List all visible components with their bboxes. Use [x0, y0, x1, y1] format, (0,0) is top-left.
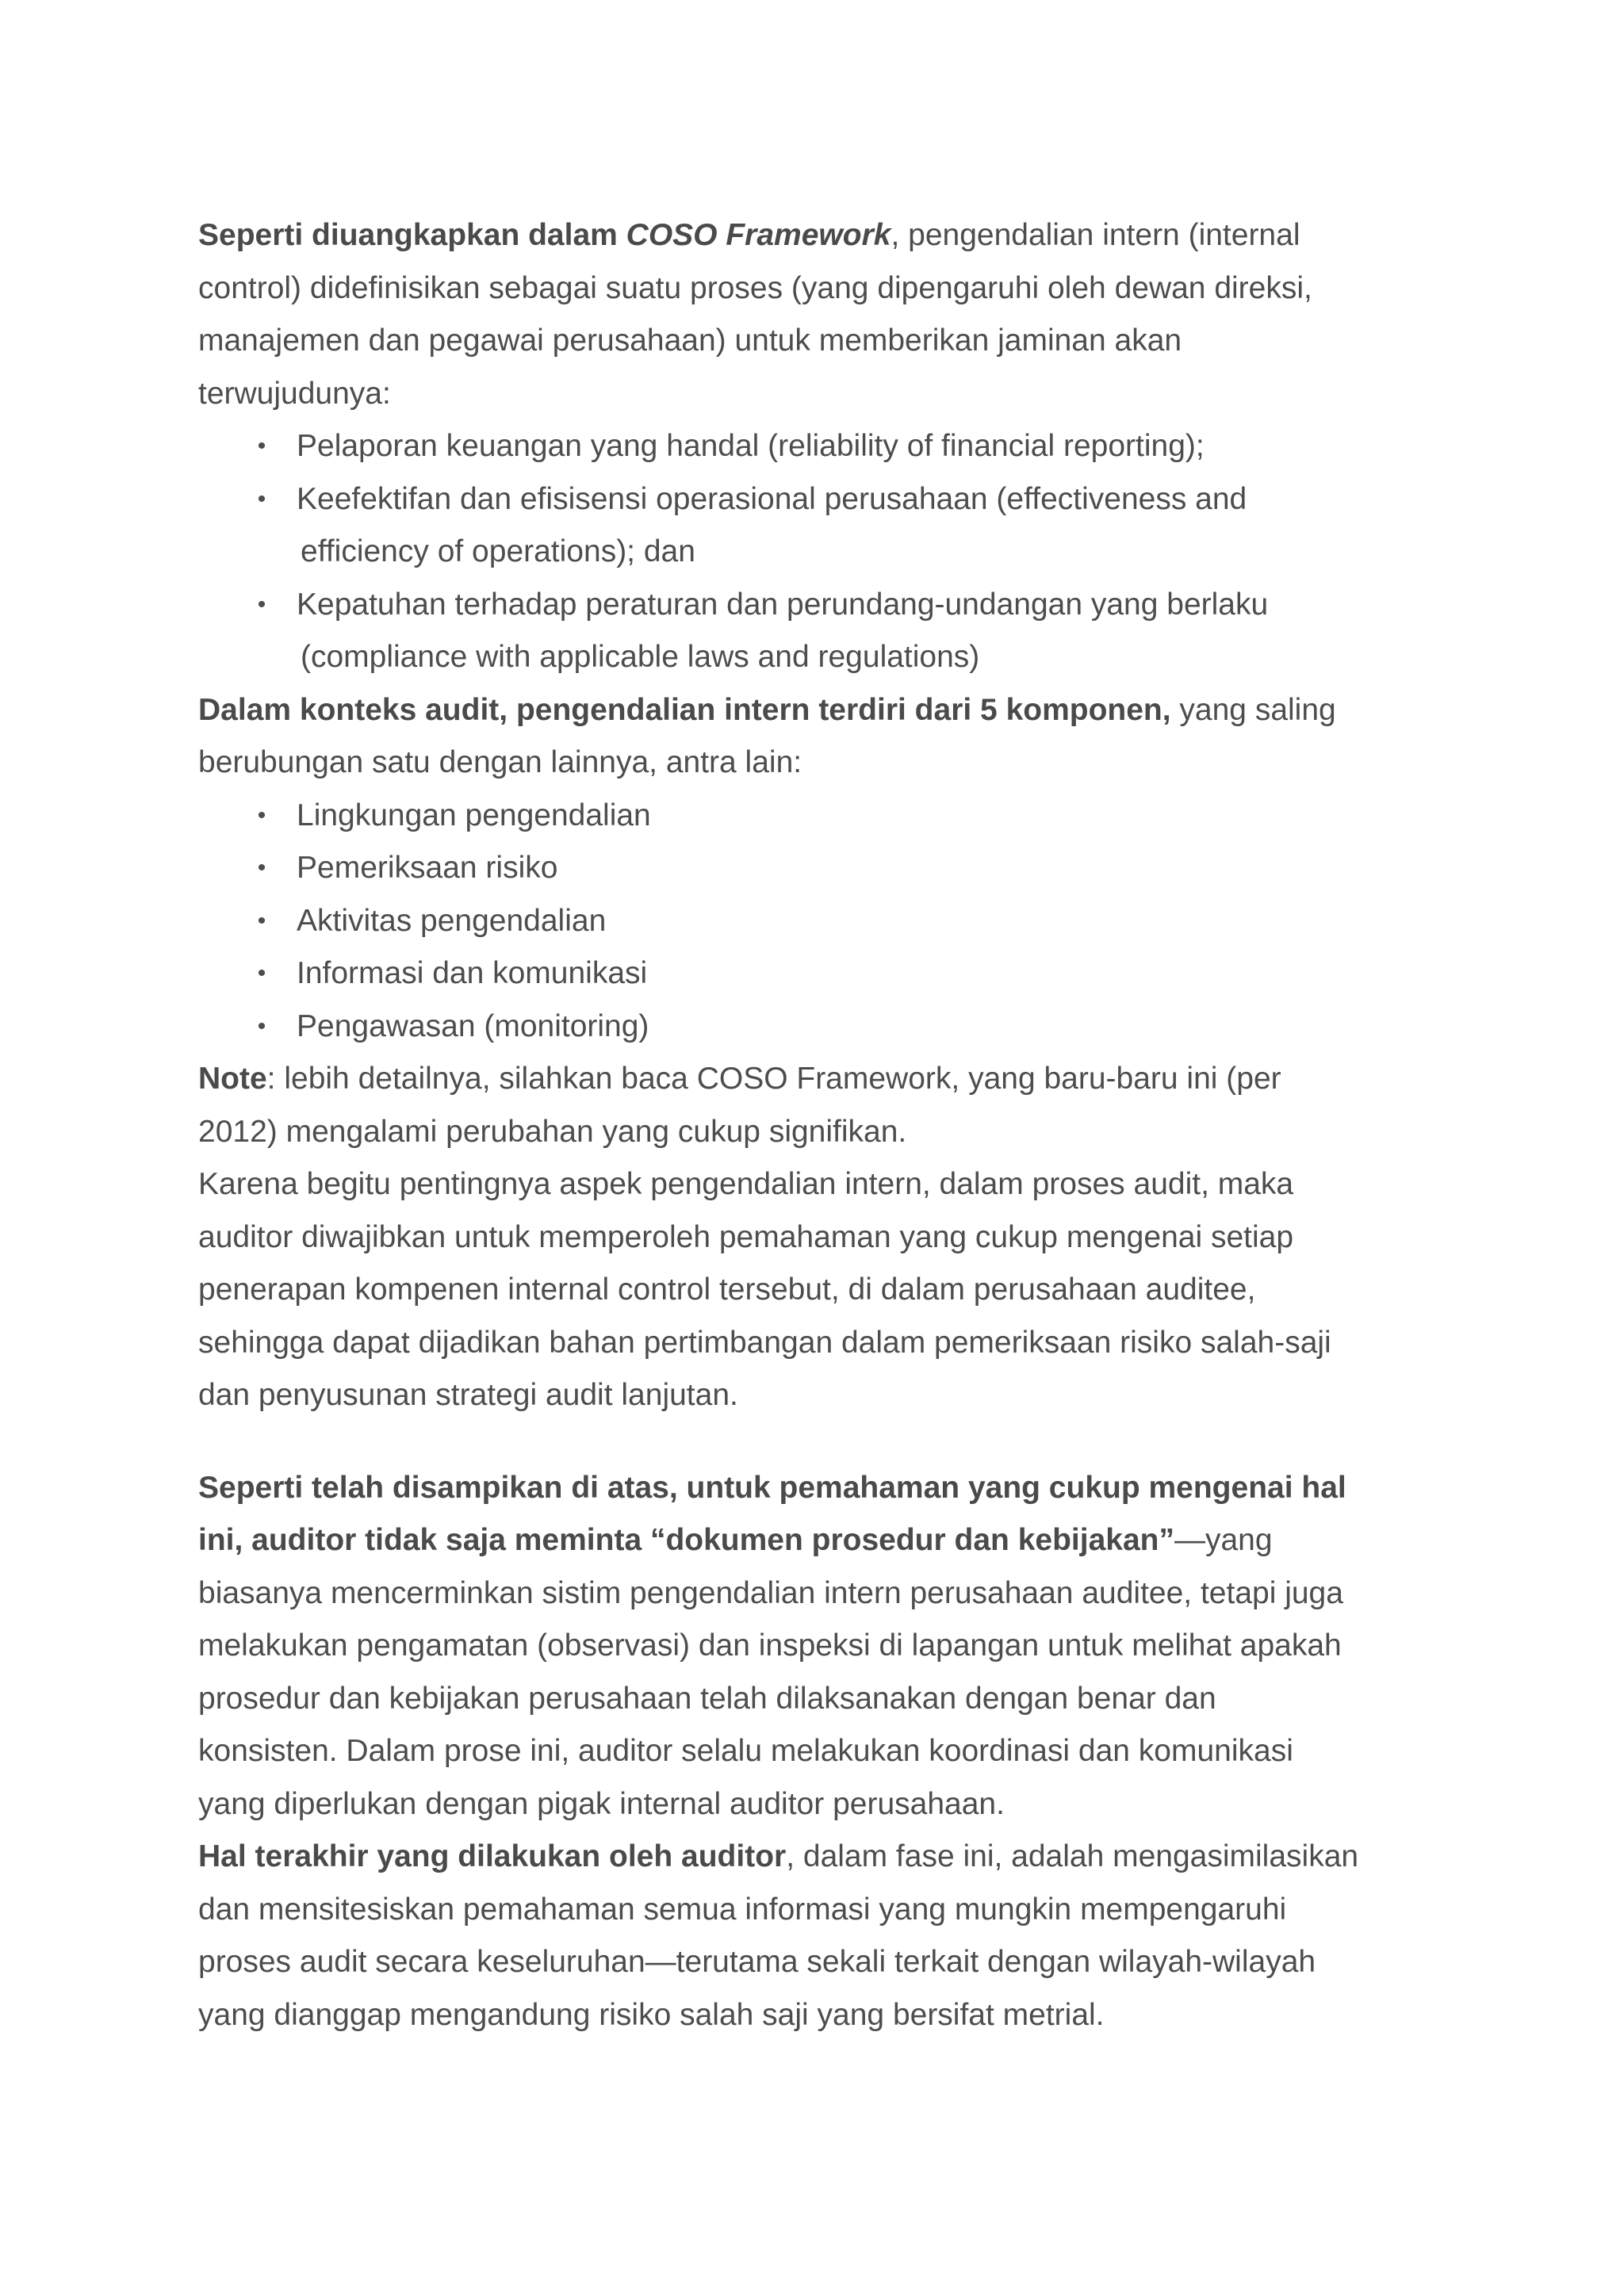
list-item [198, 842, 1451, 895]
list-item-text: Pelaporan keuangan yang handal (reliability of financial reporting); [297, 429, 1205, 463]
bullet-icon: • [257, 960, 266, 986]
bullet-list-components [198, 790, 1451, 1054]
document-page [198, 209, 1451, 2042]
bullet-icon: • [257, 907, 266, 934]
text-line: dan penyusunan strategi audit lanjutan. [198, 1378, 738, 1412]
list-item-text: Pemeriksaan risiko [297, 851, 558, 885]
text-line: yang diperlukan dengan pigak internal auditor perusahaan. [198, 1786, 1005, 1821]
list-item-text: Lingkungan pengendalian [297, 798, 651, 832]
list-item [198, 895, 1451, 948]
bullet-icon: • [257, 485, 266, 512]
list-item-text: Aktivitas pengendalian [297, 903, 607, 938]
text-line: terwujudunya: [198, 376, 391, 411]
text-line: yang dianggap mengandung risiko salah saji yang bersifat metrial. [198, 1997, 1105, 2032]
paragraph-note [198, 1053, 1451, 1158]
paragraph-importance [198, 1158, 1451, 1422]
text-line: 2012) mengalami perubahan yang cukup signifikan. [198, 1114, 907, 1149]
paragraph-understanding [198, 1462, 1451, 1831]
bold-italic-text: COSO Framework [626, 218, 891, 252]
text-line: penerapan kompenen internal control tersebut, di dalam perusahaan auditee, [198, 1272, 1256, 1307]
list-item [198, 1001, 1451, 1054]
paragraph-gap [198, 1422, 1451, 1462]
text-line: dan mensitesiskan pemahaman semua informasi yang mungkin mempengaruhi [198, 1892, 1287, 1927]
text-line: melakukan pengamatan (observasi) dan inspeksi di lapangan untuk melihat apakah [198, 1628, 1342, 1663]
bullet-icon: • [257, 433, 266, 459]
list-item [198, 790, 1451, 843]
bullet-list-objectives [198, 420, 1451, 684]
text-line: sehingga dapat dijadikan bahan pertimbangan dalam pemeriksaan risiko salah-saji [198, 1325, 1331, 1360]
list-item [198, 420, 1451, 473]
list-item [198, 579, 1451, 684]
text-line: auditor diwajibkan untuk memperoleh pemahaman yang cukup mengenai setiap [198, 1219, 1294, 1254]
list-item-text: Informasi dan komunikasi [297, 956, 648, 990]
text-line: : lebih detailnya, silahkan baca COSO Framework, yang baru-baru ini (per [266, 1062, 1281, 1096]
list-item-text: Kepatuhan terhadap peraturan dan perundang-undangan yang berlaku [297, 587, 1269, 622]
list-item-text: Pengawasan (monitoring) [297, 1008, 649, 1043]
bold-text: Seperti telah disampikan di atas, untuk pemahaman yang cukup mengenai hal [198, 1470, 1346, 1505]
bold-text: ini, auditor tidak saja meminta “dokumen prosedur dan kebijakan” [198, 1523, 1174, 1557]
text-line: proses audit secara keseluruhan—terutama sekali terkait dengan wilayah-wilayah [198, 1945, 1316, 1979]
text-line: Karena begitu pentingnya aspek pengendalian intern, dalam proses audit, maka [198, 1167, 1294, 1201]
list-item [198, 947, 1451, 1001]
bullet-icon: • [257, 591, 266, 618]
text-line: , pengendalian intern (internal [891, 218, 1300, 252]
text-line: manajemen dan pegawai perusahaan) untuk memberikan jaminan akan [198, 323, 1182, 358]
text-line: —yang [1174, 1523, 1273, 1557]
text-line: yang saling [1170, 692, 1336, 727]
paragraph-components-intro [198, 684, 1451, 790]
text-line: control) didefinisikan sebagai suatu proses (yang dipengaruhi oleh dewan direksi, [198, 270, 1312, 305]
paragraph-coso-intro [198, 209, 1451, 420]
bold-text: Dalam konteks audit, pengendalian intern terdiri dari 5 komponen, [198, 692, 1171, 727]
list-item-text: Keefektifan dan efisisensi operasional perusahaan (effectiveness and [297, 481, 1247, 516]
text-line: konsisten. Dalam prose ini, auditor selalu melakukan koordinasi dan komunikasi [198, 1734, 1293, 1768]
bold-text: Hal terakhir yang dilakukan oleh auditor [198, 1839, 787, 1873]
paragraph-final [198, 1831, 1451, 2042]
text-line: biasanya mencerminkan sistim pengendalian intern perusahaan auditee, tetapi juga [198, 1575, 1343, 1610]
text-line: prosedur dan kebijakan perusahaan telah dilaksanakan dengan benar dan [198, 1681, 1216, 1716]
bullet-icon: • [257, 855, 266, 881]
list-item-continuation: (compliance with applicable laws and regulations) [301, 640, 980, 674]
bullet-icon: • [257, 1012, 266, 1039]
list-item-continuation: efficiency of operations); dan [301, 534, 695, 568]
list-item [198, 473, 1451, 579]
note-label: Note [198, 1062, 267, 1096]
text-line: , dalam fase ini, adalah mengasimilasikan [786, 1839, 1359, 1873]
text-line: berubungan satu dengan lainnya, antra lain: [198, 745, 802, 779]
bold-text: Seperti diuangkapkan dalam [198, 218, 626, 252]
bullet-icon: • [257, 802, 266, 828]
